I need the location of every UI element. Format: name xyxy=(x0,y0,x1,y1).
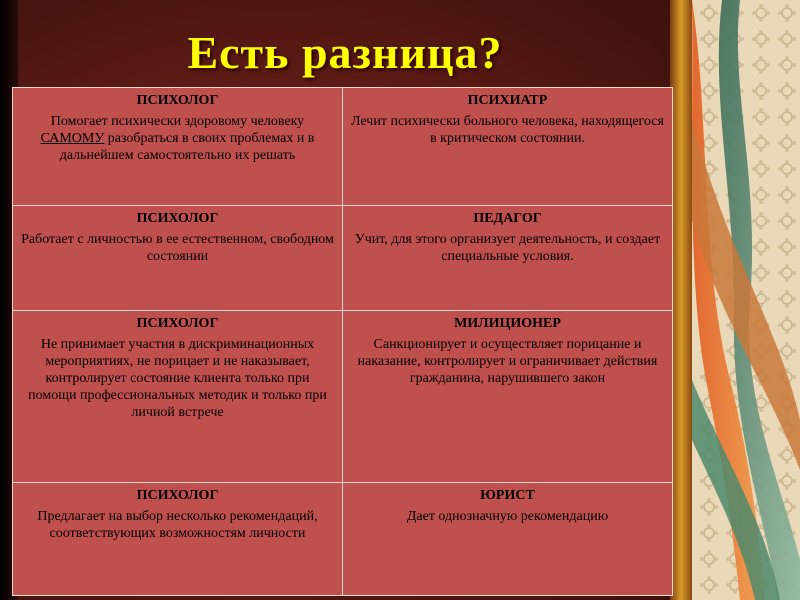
role-description: Работает с личностью в ее естественном, свободном состоянии xyxy=(21,232,334,264)
role-description xyxy=(21,113,334,164)
role-description: Дает однозначную рекомендацию xyxy=(406,509,609,524)
table-row xyxy=(13,311,673,483)
role-label: ЮРИСТ xyxy=(480,488,535,503)
table-cell-left xyxy=(13,206,343,311)
comparison-table xyxy=(12,87,673,596)
desc-part: разобраться в своих проблемах и в дальнейшем самостоятельно их решать xyxy=(59,131,315,163)
role-label: ПСИХИАТР xyxy=(467,93,548,108)
table-cell-left xyxy=(13,88,343,206)
table-row xyxy=(13,483,673,596)
role-label: ПСИХОЛОГ xyxy=(136,93,219,108)
table-cell-right xyxy=(343,88,673,206)
table-cell-right xyxy=(343,206,673,311)
role-description: Лечит психически больного человека, находящегося в критическом состоянии. xyxy=(351,114,664,146)
table-row xyxy=(13,88,673,206)
decorative-ribbon-panel xyxy=(670,0,800,600)
table-cell-right xyxy=(343,311,673,483)
role-description: Предлагает на выбор несколько рекомендаций, соответствующих возможностям личности xyxy=(37,509,318,541)
role-label: ПСИХОЛОГ xyxy=(136,211,219,226)
role-label: ПСИХОЛОГ xyxy=(136,488,219,503)
role-label: МИЛИЦИОНЕР xyxy=(454,316,561,331)
role-description: Не принимает участия в дискриминационных мероприятиях, не порицает и не наказывает, контролирует состояние клиента только при помощи профессиональных методик и только при личной встрече xyxy=(28,337,327,420)
role-description: Санкционирует и осуществляет порицание и наказание, контролирует и ограничивает действия гражданина, нарушившего закон xyxy=(357,337,658,386)
slide-title: Есть разница? xyxy=(187,27,503,78)
table-row xyxy=(13,206,673,311)
desc-underlined-word: САМОМУ xyxy=(40,131,105,146)
role-description: Учит, для этого организует деятельность, и создает специальные условия. xyxy=(354,232,661,264)
role-label: ПСИХОЛОГ xyxy=(136,316,219,331)
table-cell-left xyxy=(13,483,343,596)
role-label: ПЕДАГОГ xyxy=(473,211,542,226)
table-cell-left xyxy=(13,311,343,483)
desc-part: Помогает психически здоровому человеку xyxy=(50,114,305,129)
table-cell-right xyxy=(343,483,673,596)
